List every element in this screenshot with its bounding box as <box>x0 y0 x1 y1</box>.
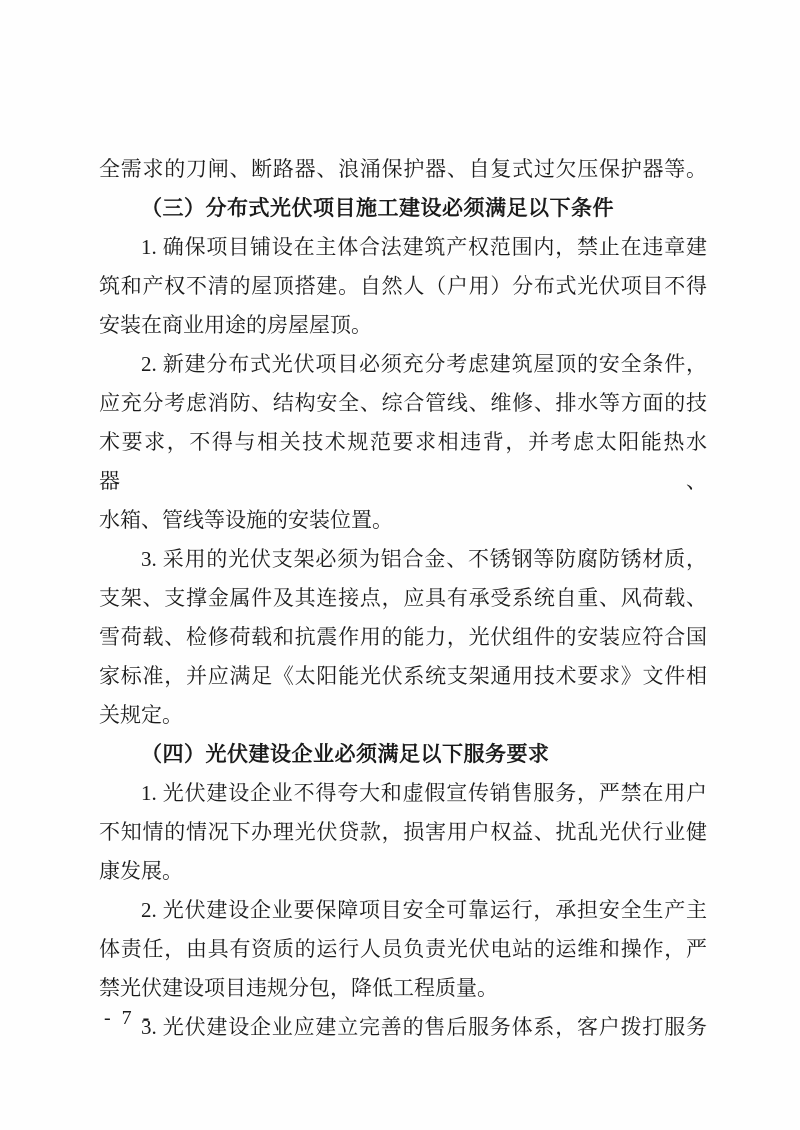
text-line: 3. 光伏建设企业应建立完善的售后服务体系，客户拨打服务 <box>141 1015 707 1039</box>
text-line: 雪荷载、检修荷载和抗震作用的能力，光伏组件的安装应符合国 <box>99 625 707 649</box>
text-line: 支架、支撑金属件及其连接点，应具有承受系统自重、风荷载、 <box>99 586 707 610</box>
text-line: 禁光伏建设项目违规分包，降低工程质量。 <box>99 976 498 1000</box>
text-line: 2. 光伏建设企业要保障项目安全可靠运行，承担安全生产主 <box>141 898 707 922</box>
text-line: 水箱、管线等设施的安装位置。 <box>99 508 393 532</box>
document-text <box>99 150 707 1047</box>
text-line: 1. 光伏建设企业不得夸大和虚假宣传销售服务，严禁在用户 <box>141 781 707 805</box>
text-line: 2. 新建分布式光伏项目必须充分考虑建筑屋顶的安全条件， <box>141 352 707 376</box>
text-line: 3. 采用的光伏支架必须为铝合金、不锈钢等防腐防锈材质， <box>141 547 707 571</box>
text-line: 家标准，并应满足《太阳能光伏系统支架通用技术要求》文件相 <box>99 664 707 688</box>
text-line: 关规定。 <box>99 703 183 727</box>
text-line: 应充分考虑消防、结构安全、综合管线、维修、排水等方面的技 <box>99 391 707 415</box>
text-line: 术要求，不得与相关技术规范要求相违背，并考虑太阳能热水器、 <box>99 430 707 493</box>
text-line: 安装在商业用途的房屋屋顶。 <box>99 313 372 337</box>
text-line: 体责任，由具有资质的运行人员负责光伏电站的运维和操作，严 <box>99 937 707 961</box>
section-heading-line: （四）光伏建设企业必须满足以下服务要求 <box>141 742 550 766</box>
text-line: 全需求的刀闸、断路器、浪涌保护器、自复式过欠压保护器等。 <box>99 157 707 181</box>
text-line: 康发展。 <box>99 859 183 883</box>
text-line: 不知情的情况下办理光伏贷款，损害用户权益、扰乱光伏行业健 <box>99 820 707 844</box>
text-line: 筑和产权不清的屋顶搭建。自然人（户用）分布式光伏项目不得 <box>99 274 707 298</box>
text-line: 1. 确保项目铺设在主体合法建筑产权范围内，禁止在违章建 <box>141 235 707 259</box>
page-number: - 7 - <box>104 1007 153 1029</box>
section-heading-line: （三）分布式光伏项目施工建设必须满足以下条件 <box>141 196 614 220</box>
